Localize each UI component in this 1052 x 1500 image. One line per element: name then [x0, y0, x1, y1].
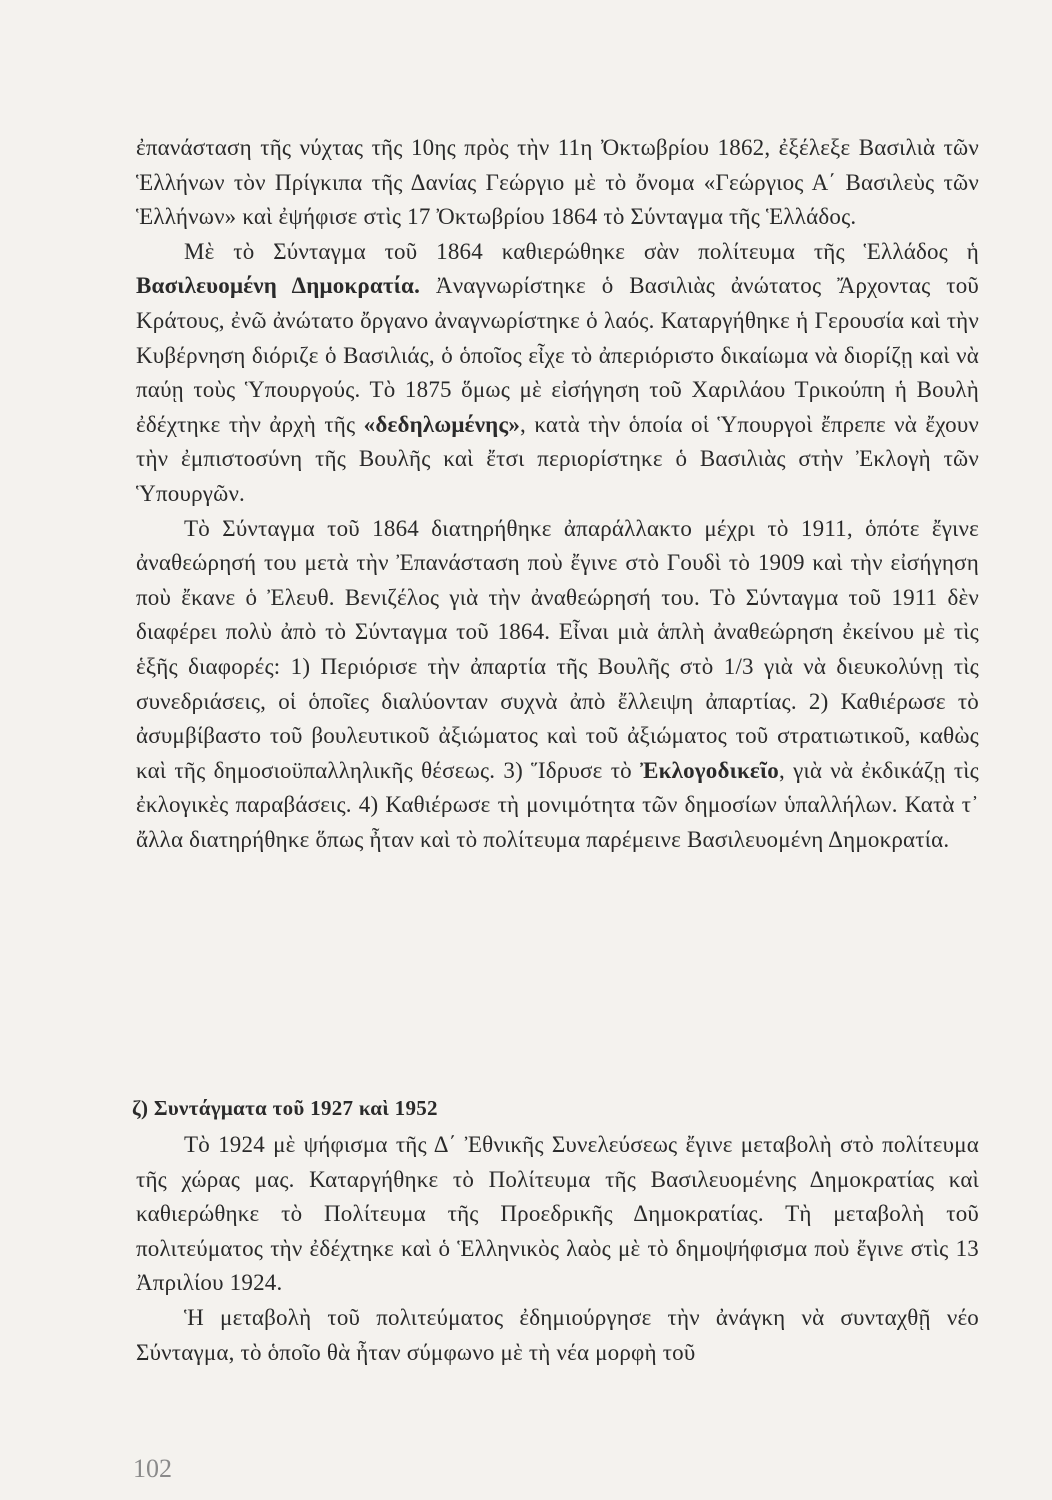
bold-term-basileuomeni-dimokratia: Βασιλευομένη Δημοκρατία.: [136, 273, 421, 299]
section-text-block: [136, 1128, 979, 1370]
paragraph-2-text-a: Μὲ τὸ Σύνταγμα τοῦ 1864 καθιερώθηκε σὰν πολίτευμα τῆς Ἑλλάδος ἡ: [184, 238, 979, 264]
page-number: 102: [133, 1454, 172, 1483]
paragraph-3-text-b: , γιὰ νὰ ἐκδικάζῃ τὶς ἐκλογικὲς παραβάσεις. 4) Καθιέρωσε τὴ μονιμότητα τῶν δημοσίων ὑπαλλήλων. Κατὰ τ᾽ ἄλλα διατηρήθηκε ὅπως ἦταν καὶ τὸ πολίτευμα παρέμεινε Βασιλευομένη Δημοκρατία.: [136, 757, 979, 852]
paragraph-1-text: ἐπανάσταση τῆς νύχτας τῆς 10ης πρὸς τὴν 11η Ὀκτωβρίου 1862, ἐξέλεξε Βασιλιὰ τῶν Ἑλλήνων τὸν Πρίγκιπα τῆς Δανίας Γεώργιο μὲ τὸ ὄνομα «Γεώργιος Α΄ Βασιλεὺς τῶν Ἑλλήνων» καὶ ἐψήφισε στὶς 17 Ὀκτωβρίου 1864 τὸ Σύνταγμα τῆς Ἑλλάδος.: [136, 135, 979, 230]
paragraph-3: [136, 512, 979, 858]
section-paragraph-1: [136, 1128, 979, 1301]
main-text-block: [136, 131, 979, 857]
section-paragraph-1-text: Τὸ 1924 μὲ ψήφισμα τῆς Δ΄ Ἐθνικῆς Συνελεύσεως ἔγινε μεταβολὴ στὸ πολίτευμα τῆς χώρας μας. Καταργήθηκε τὸ Πολίτευμα τῆς Βασιλευομένης Δημοκρατίας καὶ καθιερώθηκε τὸ Πολίτευμα τῆς Προεδρικῆς Δημοκρατίας. Τὴ μεταβολὴ τοῦ πολιτεύματος τὴν ἐδέχτηκε καὶ ὁ Ἑλληνικὸς λαὸς μὲ τὸ δημοψήφισμα ποὺ ἔγινε στὶς 13 Ἀπριλίου 1924.: [136, 1132, 979, 1296]
bold-term-eklogodikeio: Ἐκλογοδικεῖο: [640, 757, 779, 783]
section-paragraph-2: [136, 1301, 979, 1370]
section-paragraph-2-text: Ἡ μεταβολὴ τοῦ πολιτεύματος ἐδημιούργησε τὴν ἀνάγκη νὰ συνταχθῇ νέο Σύνταγμα, τὸ ὁποῖο θὰ ἦταν σύμφωνο μὲ τὴ νέα μορφὴ τοῦ: [136, 1304, 979, 1365]
section-heading: ζ) Συντάγματα τοῦ 1927 καὶ 1952: [132, 1096, 438, 1120]
paragraph-2: [136, 235, 979, 512]
bold-term-dedilomenis: «δεδηλωμένης»: [363, 411, 521, 437]
paragraph-1: [136, 131, 979, 235]
paragraph-3-text-a: Τὸ Σύνταγμα τοῦ 1864 διατηρήθηκε ἀπαράλλακτο μέχρι τὸ 1911, ὁπότε ἔγινε ἀναθεώρησή του μετὰ τὴν Ἐπανάσταση ποὺ ἔγινε στὸ Γουδὶ τὸ 1909 καὶ τὴν εἰσήγηση ποὺ ἔκανε ὁ Ἐλευθ. Βενιζέλος γιὰ τὴν ἀναθεώρησή του. Τὸ Σύνταγμα τοῦ 1911 δὲν διαφέρει πολὺ ἀπὸ τὸ Σύνταγμα τοῦ 1864. Εἶναι μιὰ ἁπλὴ ἀναθεώρηση ἐκείνου μὲ τὶς ἑξῆς διαφορές: 1) Περιόρισε τὴν ἀπαρτία τῆς Βουλῆς στὸ 1/3 γιὰ νὰ διευκολύνῃ τὶς συνεδριάσεις, οἱ ὁποῖες διαλύονταν συχνὰ ἀπὸ ἔλλειψη ἀπαρτίας. 2) Καθιέρωσε τὸ ἀσυμβίβαστο τοῦ βουλευτικοῦ ἀξιώματος καὶ τοῦ ἀξιώματος τοῦ στρατιωτικοῦ, καθὼς καὶ τῆς δημοσιοϋπαλληλικῆς θέσεως. 3) Ἵδρυσε τὸ: [136, 515, 979, 783]
paragraph-2-text-b: Ἀναγνωρίστηκε ὁ Βασιλιὰς ἀνώτατος Ἄρχοντας τοῦ Κράτους, ἐνῶ ἀνώτατο ὄργανο ἀναγνωρίστηκε ὁ λαός. Καταργήθηκε ἡ Γερουσία καὶ τὴν Κυβέρνηση διόριζε ὁ Βασιλιάς, ὁ ὁποῖος εἶχε τὸ ἀπεριόριστο δικαίωμα νὰ διορίζῃ καὶ νὰ παύῃ τοὺς Ὑπουργούς. Τὸ 1875 ὅμως μὲ εἰσήγηση τοῦ Χαριλάου Τρικούπη ἡ Βουλὴ ἐδέχτηκε τὴν ἀρχὴ τῆς: [136, 273, 979, 437]
paragraph-2-text-c: , κατὰ τὴν ὁποία οἱ Ὑπουργοὶ ἔπρεπε νὰ ἔχουν τὴν ἐμπιστοσύνη τῆς Βουλῆς καὶ ἔτσι περιορίστηκε ὁ Βασιλιὰς στὴν Ἐκλογὴ τῶν Ὑπουργῶν.: [136, 411, 980, 506]
